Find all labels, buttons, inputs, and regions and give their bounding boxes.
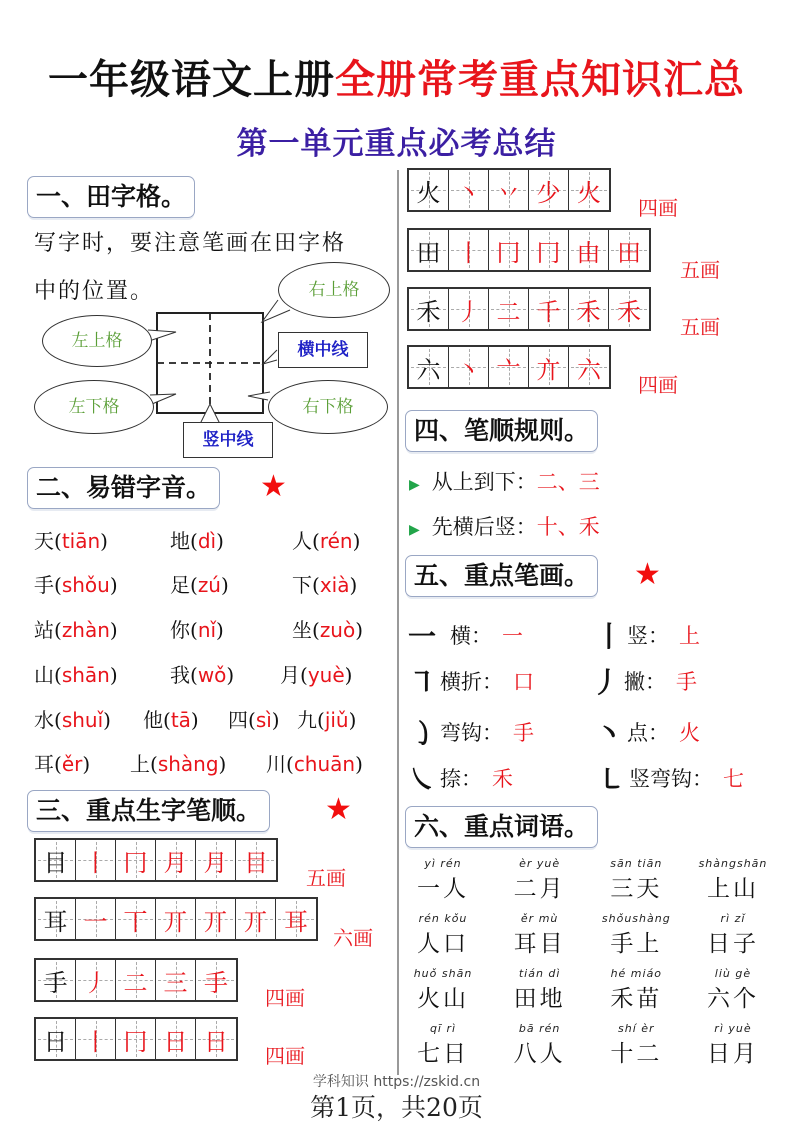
- stroke-glyph-icon: ㇏: [408, 763, 437, 796]
- stroke-count: 四画: [265, 1044, 305, 1068]
- stroke-order-grid: 六 丶 亠 亣 六: [407, 345, 611, 389]
- stroke-glyph-icon: 一: [408, 620, 437, 653]
- watermark-link[interactable]: 学科知识 https://zskid.cn: [312, 1074, 481, 1090]
- section-4-heading: 四、笔顺规则。: [405, 410, 598, 452]
- stroke-item-hengzhe: ㇕ 横折： 口: [408, 661, 534, 701]
- star-icon: ★: [634, 557, 661, 592]
- stroke-order-grid: 目 丨 冂 月 月 目: [34, 838, 278, 882]
- section-3-heading: 三、重点生字笔顺。: [27, 790, 270, 832]
- vocab-word: rì zǐ 日子: [706, 912, 759, 957]
- pinyin-item: 水(shuǐ): [34, 708, 111, 732]
- stroke-order-grid: 禾 丿 二 千 禾 禾: [407, 287, 651, 331]
- vocab-row: [398, 857, 778, 912]
- stroke-order-grid: 耳 一 丅 丌 丌 丌 耳: [34, 897, 318, 941]
- stroke-glyph-icon: 丿: [592, 666, 621, 699]
- vocab-grid: [398, 857, 778, 1077]
- pinyin-item: 地(dì): [170, 529, 224, 553]
- stroke-glyph-icon: 丶: [595, 717, 624, 750]
- vocab-word: liù gè 六个: [706, 967, 759, 1012]
- vocab-row: [398, 967, 778, 1022]
- tianzige-diagram: [0, 0, 400, 470]
- pinyin-item: 川(chuān): [266, 752, 363, 776]
- vocab-word: sān tiān 三天: [610, 857, 663, 902]
- pinyin-item: 坐(zuò): [292, 618, 364, 642]
- stroke-glyph-icon: 丨: [595, 620, 624, 653]
- stroke-count: 五画: [680, 315, 720, 339]
- pinyin-item: 足(zú): [170, 573, 229, 597]
- triangle-bullet-icon: ▶: [409, 522, 420, 538]
- callout-top-right: 右上格: [278, 262, 390, 318]
- stroke-order-grid: 火 丶 丷 少 火: [407, 168, 611, 212]
- stroke-item-shu: 丨 竖： 上: [595, 615, 700, 655]
- pinyin-item: 他(tā): [143, 708, 199, 732]
- section-6-heading: 六、重点词语。: [405, 806, 598, 848]
- section-2-heading: 二、易错字音。: [27, 467, 220, 509]
- section-1-text-line2: 中的位置。: [34, 279, 155, 304]
- stroke-item-shuwangou: ㇄ 竖弯钩： 七: [597, 758, 744, 798]
- pinyin-item: 人(rén): [292, 529, 361, 553]
- label-horizontal-midline: 横中线: [278, 332, 368, 368]
- vocab-row: [398, 1022, 778, 1077]
- stroke-count: 四画: [638, 373, 678, 397]
- stroke-count: 六画: [333, 926, 373, 950]
- stroke-count: 四画: [638, 196, 678, 220]
- stroke-glyph-icon: ㇄: [597, 763, 626, 796]
- stroke-glyph-icon: ㇁: [408, 717, 437, 750]
- pinyin-item: 耳(ěr): [34, 752, 91, 776]
- pinyin-item: 手(shǒu): [34, 573, 118, 597]
- stroke-order-grid: 田 丨 冂 冂 由 田: [407, 228, 651, 272]
- vocab-word: ěr mù 耳目: [513, 912, 566, 957]
- vocab-word: hé miáo 禾苗: [610, 967, 663, 1012]
- label-vertical-midline: 竖中线: [183, 422, 273, 458]
- pinyin-item: 四(sì): [228, 708, 280, 732]
- rule-horizontal-before-vertical: ▶ 先横后竖：十、禾: [409, 515, 600, 539]
- pinyin-item: 九(jiǔ): [297, 708, 357, 732]
- unit-subtitle: 第一单元重点必考总结: [236, 126, 557, 162]
- pinyin-item: 下(xià): [292, 573, 358, 597]
- title-red-part: 全册常考重点知识汇总: [335, 57, 745, 103]
- callout-bottom-right: 右下格: [268, 380, 388, 434]
- section-5-heading: 五、重点笔画。: [405, 555, 598, 597]
- rule-top-to-bottom: ▶ 从上到下：二、三: [409, 470, 600, 494]
- section-1-text-line1: 写字时，要注意笔画在田字格: [34, 231, 347, 256]
- vocab-word: rén kǒu 人口: [417, 912, 469, 957]
- stroke-order-grid: 手 丿 二 三 手: [34, 958, 238, 1002]
- stroke-glyph-icon: ㇕: [408, 666, 437, 699]
- vocab-row: [398, 912, 778, 967]
- stroke-item-wangou: ㇁ 弯钩： 手: [408, 712, 534, 752]
- stroke-count: 四画: [265, 986, 305, 1010]
- stroke-order-grid: 日 丨 冂 日 日: [34, 1017, 238, 1061]
- pinyin-item: 你(nǐ): [170, 618, 224, 642]
- vocab-word: yì rén 一人: [417, 857, 469, 902]
- vocab-word: qī rì 七日: [417, 1022, 469, 1067]
- stroke-item-heng: 一 横： 一: [408, 615, 523, 655]
- pinyin-item: 月(yuè): [280, 663, 353, 687]
- stroke-item-na: ㇏ 捺： 禾: [408, 758, 513, 798]
- callout-top-left: 左上格: [42, 315, 152, 367]
- star-icon: ★: [260, 469, 287, 504]
- vocab-word: huǒ shān 火山: [413, 967, 473, 1012]
- pinyin-row: 天(tiān): [34, 529, 108, 553]
- stroke-count: 五画: [306, 866, 346, 890]
- vocab-word: rì yuè 日月: [706, 1022, 759, 1067]
- vocab-word: shí èr 十二: [610, 1022, 663, 1067]
- section-1-heading: 一、田字格。: [27, 176, 195, 218]
- vocab-word: tián dì 田地: [513, 967, 566, 1012]
- stroke-item-dian: 丶 点： 火: [595, 712, 700, 752]
- pinyin-item: 我(wǒ): [170, 663, 235, 687]
- star-icon: ★: [325, 792, 352, 827]
- title-black-part: 一年级语文上册: [48, 57, 335, 103]
- vocab-word: èr yuè 二月: [513, 857, 566, 902]
- pinyin-item: 上(shàng): [130, 752, 227, 776]
- vocab-word: bā rén 八人: [513, 1022, 566, 1067]
- stroke-item-pie: 丿 撇： 手: [592, 661, 697, 701]
- vocab-word: shàngshān 上山: [698, 857, 768, 902]
- triangle-bullet-icon: ▶: [409, 477, 420, 493]
- pinyin-item: 站(zhàn): [34, 618, 118, 642]
- vocab-word: shǒushàng 手上: [601, 912, 671, 957]
- stroke-count: 五画: [680, 258, 720, 282]
- pinyin-item: 山(shān): [34, 663, 118, 687]
- callout-bottom-left: 左下格: [34, 380, 154, 434]
- page-indicator: 第1页，共20页: [310, 1093, 483, 1122]
